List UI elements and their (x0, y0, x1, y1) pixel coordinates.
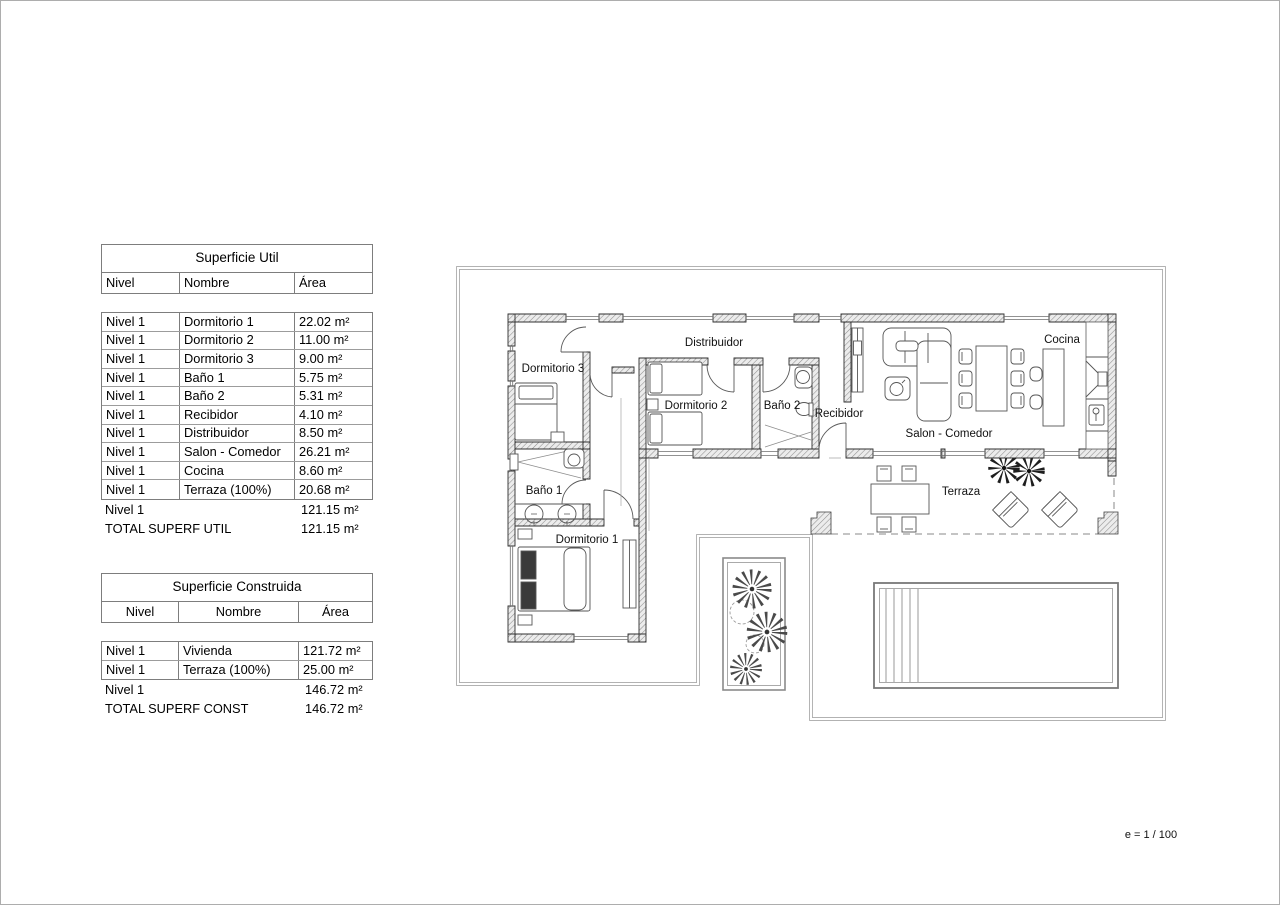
plant-icon (995, 459, 1013, 477)
bed (648, 412, 702, 445)
floor-plan (1, 1, 1280, 905)
kitchen-island (1030, 349, 1064, 426)
pool (874, 583, 1118, 688)
cell-nombre: Dormitorio 2 (180, 332, 295, 350)
cell-nombre: Terraza (100%) (179, 661, 299, 680)
cell-nivel: Nivel 1 (102, 661, 179, 680)
nightstand (518, 615, 532, 625)
cell-nivel: Nivel 1 (102, 642, 179, 660)
total-value: 146.72 m² (305, 701, 363, 717)
cell-nombre: Recibidor (180, 406, 295, 424)
cell-nombre: Distribuidor (180, 425, 295, 443)
closet (852, 328, 863, 392)
cell-nombre: Dormitorio 3 (180, 350, 295, 368)
cell-area: 8.50 m² (299, 425, 343, 441)
cell-nivel: Nivel 1 (102, 443, 180, 461)
outdoor-table (871, 466, 929, 532)
cell-area: 5.31 m² (299, 388, 343, 404)
room-label-dormitorio3: Dormitorio 3 (521, 363, 585, 375)
lounge-chair (1042, 492, 1079, 529)
terrace-step (811, 512, 831, 534)
cell-nombre: Terraza (100%) (180, 480, 295, 499)
cell-nombre: Salon - Comedor (180, 443, 295, 461)
doors (561, 327, 846, 519)
room-label-recibidor: Recibidor (814, 408, 864, 420)
subtotal-label: Nivel 1 (105, 501, 145, 517)
header-nivel: Nivel (102, 273, 180, 293)
kitchen-counter (1086, 322, 1108, 449)
cell-area: 25.00 m² (303, 661, 354, 677)
terrace-step (1098, 512, 1118, 534)
cell-nombre: Baño 1 (180, 369, 295, 387)
nightstand (518, 529, 532, 539)
schedule-title: Superficie Construida (101, 573, 373, 602)
cell-nivel: Nivel 1 (102, 369, 180, 387)
room-label-cocina: Cocina (1044, 334, 1080, 346)
scale-note: e = 1 / 100 (1124, 829, 1178, 841)
cell-nombre: Baño 2 (180, 387, 295, 405)
subtotal-value: 121.15 m² (301, 501, 359, 517)
subtotal-label: Nivel 1 (105, 681, 145, 697)
furniture (510, 322, 1108, 625)
cell-nivel: Nivel 1 (102, 406, 180, 424)
cell-area: 20.68 m² (299, 481, 350, 497)
total-value: 121.15 m² (301, 520, 359, 536)
cell-nivel: Nivel 1 (102, 387, 180, 405)
lounge-chair (993, 492, 1030, 529)
nightstand (647, 399, 658, 410)
cell-area: 9.00 m² (299, 350, 343, 366)
room-label-bano1: Baño 1 (525, 485, 563, 497)
room-label-bano2: Baño 2 (763, 400, 801, 412)
side-table (885, 377, 910, 400)
cell-area: 5.75 m² (299, 369, 343, 385)
header-nombre: Nombre (179, 602, 299, 622)
bed (515, 383, 557, 440)
planter (723, 558, 785, 690)
total-label: TOTAL SUPERF CONST (105, 701, 249, 717)
bed (518, 547, 590, 611)
schedule-title: Superficie Util (101, 244, 373, 273)
cell-nivel: Nivel 1 (102, 480, 180, 499)
header-area: Área (321, 603, 350, 619)
cell-area: 4.10 m² (299, 406, 343, 422)
kitchen-sink (1089, 405, 1104, 425)
header-nivel: Nivel (102, 602, 179, 622)
cell-nivel: Nivel 1 (102, 350, 180, 368)
stool (1030, 367, 1042, 381)
cell-area: 121.72 m² (303, 642, 361, 658)
cell-nombre: Dormitorio 1 (180, 313, 295, 331)
header-nombre: Nombre (180, 273, 295, 293)
room-label-terraza: Terraza (941, 486, 981, 498)
cell-area: 22.02 m² (299, 313, 350, 329)
header-area: Área (299, 274, 327, 290)
cell-nivel: Nivel 1 (102, 313, 180, 331)
cell-area: 8.60 m² (299, 462, 343, 478)
dining-table (976, 346, 1007, 411)
room-label-dormitorio1: Dormitorio 1 (555, 534, 619, 546)
cell-area: 26.21 m² (299, 443, 350, 459)
cell-nivel: Nivel 1 (102, 332, 180, 350)
cell-nivel: Nivel 1 (102, 425, 180, 443)
room-label-dormitorio2: Dormitorio 2 (664, 400, 728, 412)
cell-area: 11.00 m² (299, 332, 349, 348)
bed (648, 362, 702, 395)
toilet (564, 449, 584, 468)
cell-nombre: Cocina (180, 462, 295, 480)
wardrobe (623, 540, 636, 608)
plant-icon (1020, 462, 1038, 480)
nightstand (551, 432, 564, 442)
sofa (883, 328, 951, 421)
sink (795, 367, 812, 388)
subtotal-value: 146.72 m² (305, 681, 363, 697)
cell-nombre: Vivienda (179, 642, 299, 660)
shower (765, 425, 811, 447)
stool (1030, 395, 1042, 409)
room-label-distribuidor: Distribuidor (684, 337, 744, 349)
total-label: TOTAL SUPERF UTIL (105, 520, 232, 536)
room-label-salon-comedor: Salon - Comedor (905, 428, 993, 440)
cell-nivel: Nivel 1 (102, 462, 180, 480)
